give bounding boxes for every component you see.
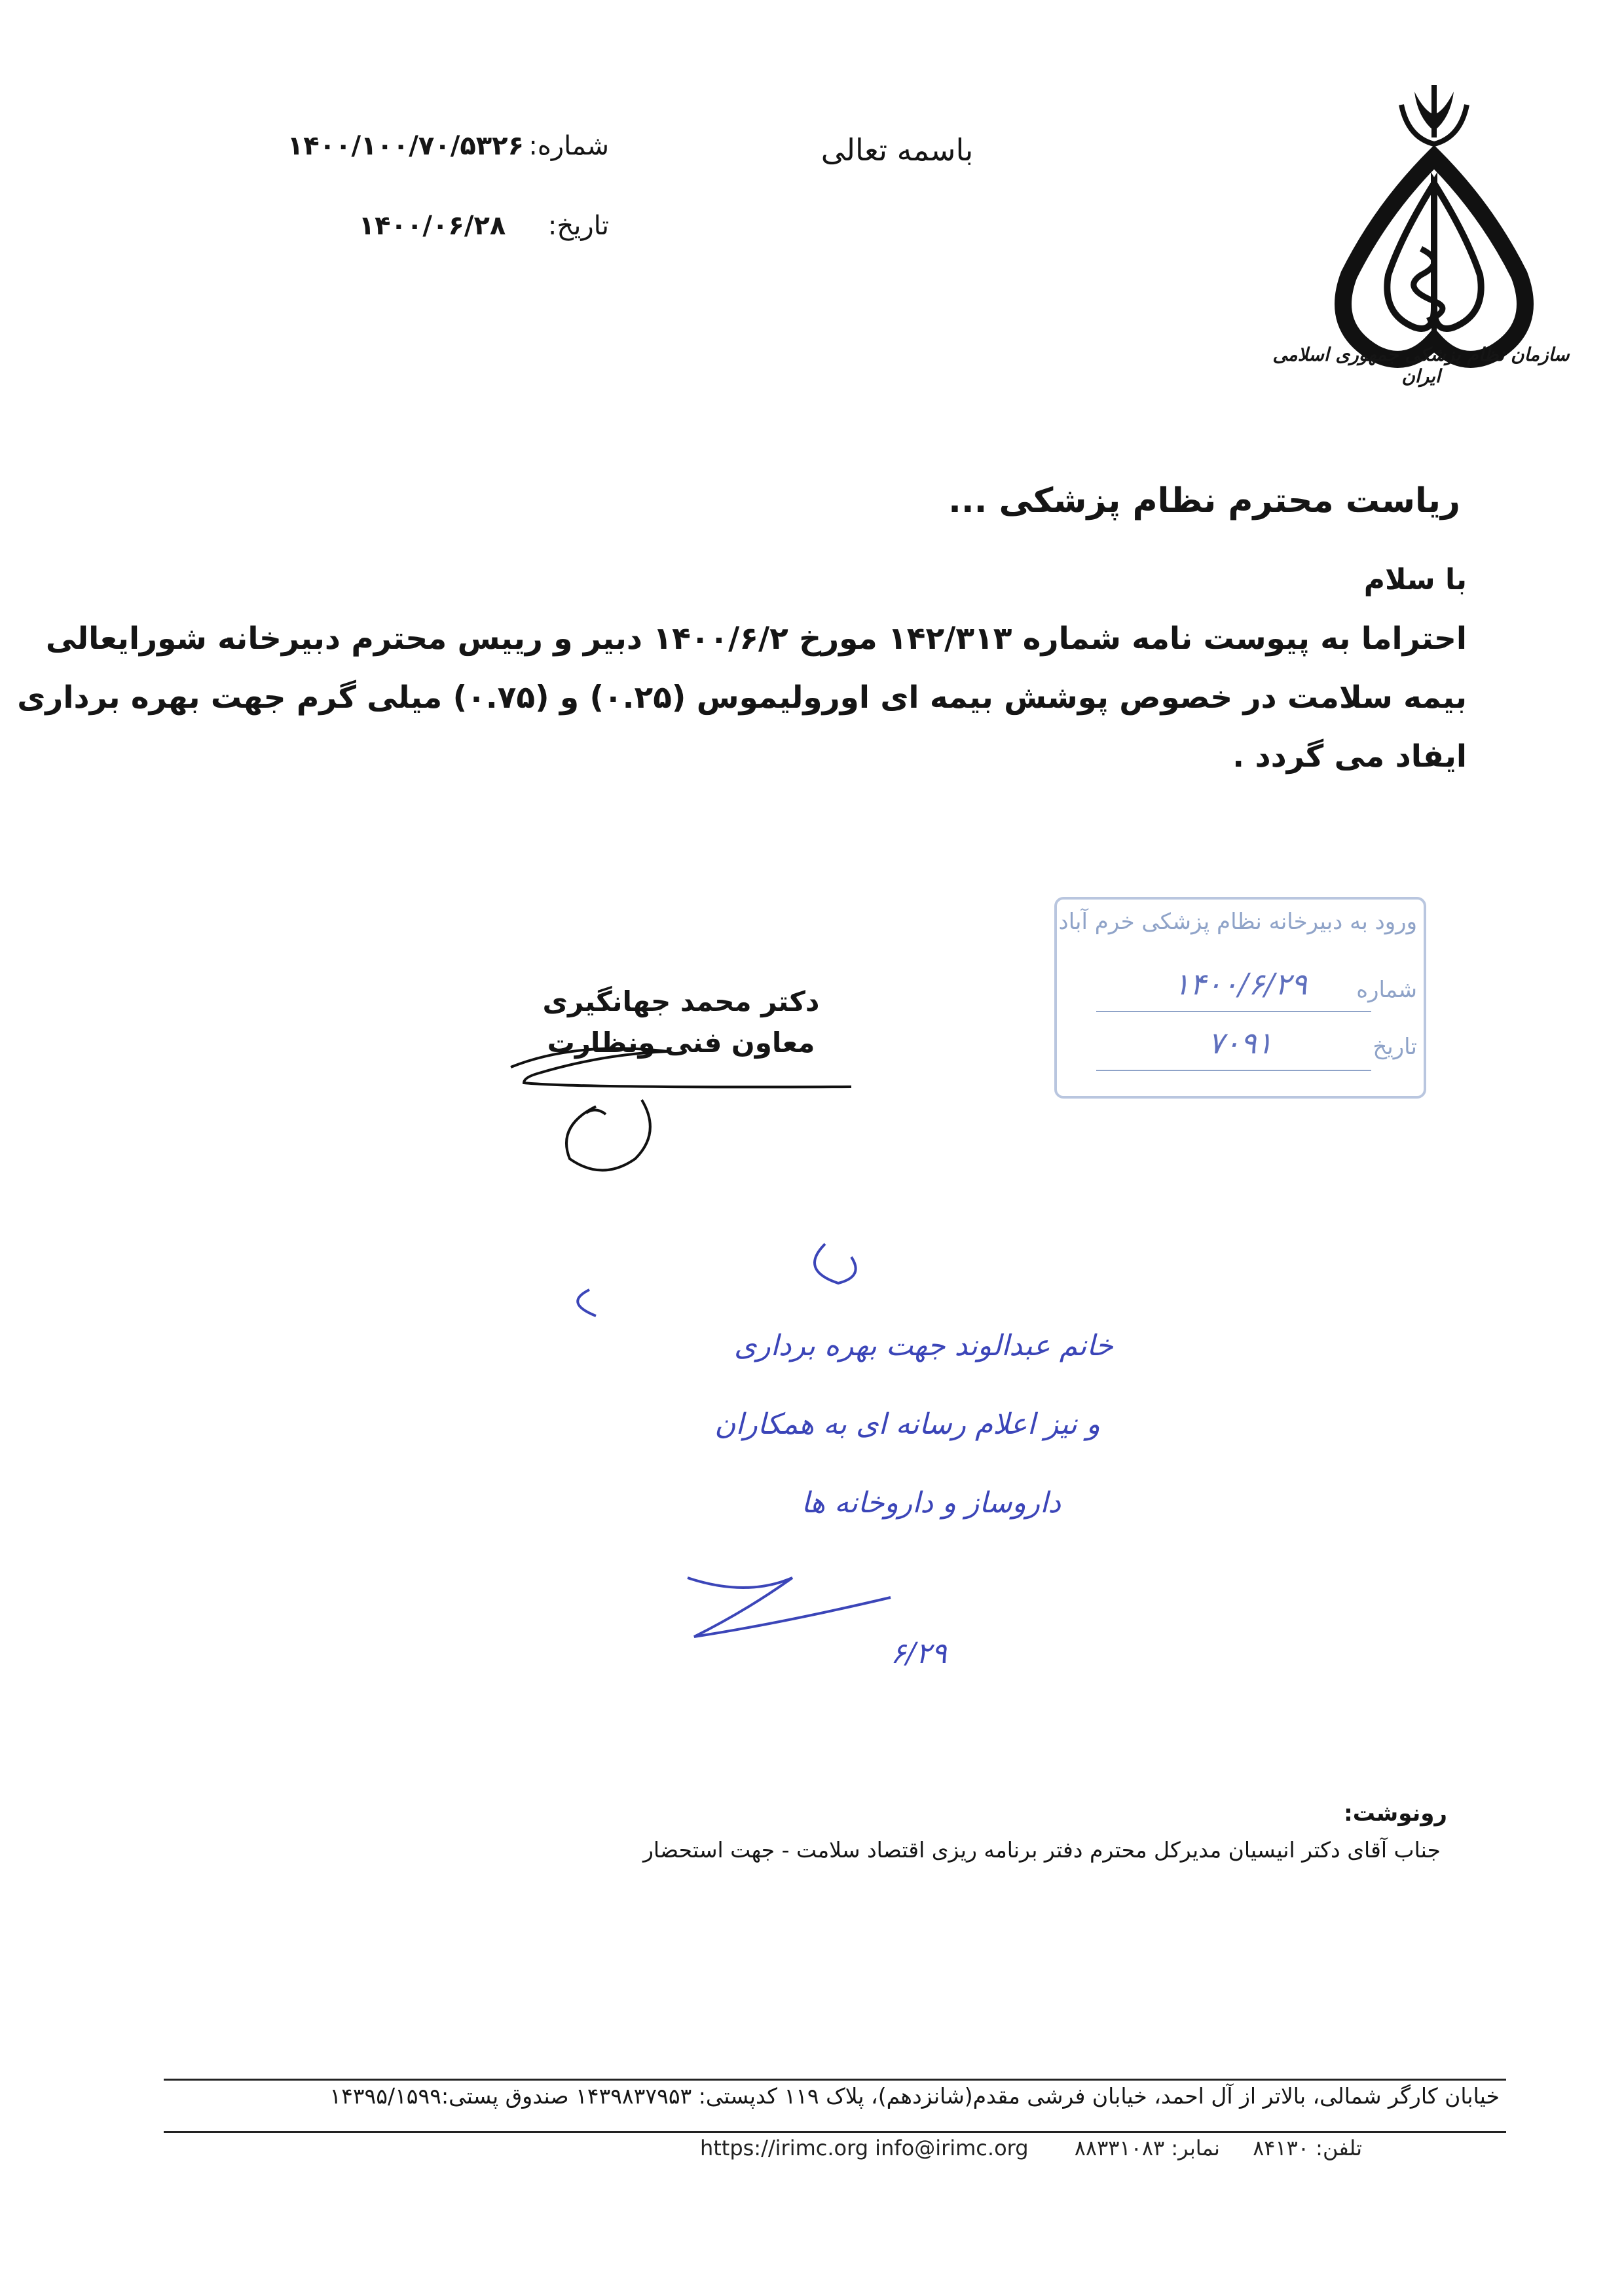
- date-value: ۱۴۰۰/۰۶/۲۸: [358, 211, 506, 241]
- handwritten-mark-icon: [485, 1231, 1139, 1702]
- addressee: ریاست محترم نظام پزشکی ...: [948, 481, 1460, 520]
- note-line-1: خانم عبدالوند جهت بهره برداری: [734, 1329, 1113, 1362]
- org-name: سازمان نظام پزشکی جمهوری اسلامی ایران: [1272, 344, 1570, 387]
- body-line-1: احتراما به پیوست نامه شماره ۱۴۲/۳۱۳ مورخ ۱۴۰۰/۶/۲ دبیر و رییس محترم دبیرخانه شورایعالی: [45, 621, 1467, 657]
- note-date: ۶/۲۹: [891, 1637, 947, 1670]
- number-value: ۱۴۰۰/۱۰۰/۷۰/۵۳۲۶: [287, 131, 524, 161]
- note-line-2: و نیز اعلام رسانه ای به همکاران: [714, 1408, 1100, 1441]
- signatory-name: دکتر محمد جهانگیری: [542, 985, 820, 1017]
- note-line-3: داروساز و داروخانه ها: [801, 1486, 1061, 1520]
- stamp-heading: ورود به دبیرخانه نظام پزشکی خرم آباد: [1058, 909, 1417, 935]
- stamp-divider-1: [1096, 1011, 1371, 1012]
- footer-rule-top: [164, 2079, 1506, 2081]
- greeting: با سلام: [1363, 563, 1467, 596]
- cc-text: جناب آقای دکتر انیسیان مدیرکل محترم دفتر برنامه ریزی اقتصاد سلامت - جهت استحضار: [642, 1837, 1441, 1863]
- stamp-number-label: شماره: [1356, 977, 1417, 1003]
- irimc-emblem-icon: [1303, 79, 1565, 386]
- footer-email[interactable]: info@irimc.org: [875, 2136, 1029, 2160]
- body-line-3: ایفاد می گردد .: [1232, 738, 1467, 774]
- signatory-title: معاون فنی ونظارت: [547, 1027, 815, 1059]
- footer-rule-bottom: [164, 2131, 1506, 2133]
- bismillah: باسمه تعالی: [821, 132, 974, 168]
- cc-label: رونوشت:: [1344, 1800, 1447, 1827]
- stamp-date-label: تاریخ: [1373, 1034, 1417, 1060]
- signature-scribble: [498, 1028, 864, 1178]
- footer-website[interactable]: https://irimc.org: [699, 2136, 868, 2160]
- signature-icon: [498, 1028, 864, 1178]
- stamp-divider-2: [1096, 1070, 1371, 1071]
- footer-fax: نمابر: ۸۸۳۳۱۰۸۳: [1074, 2136, 1220, 2160]
- handwritten-note: [485, 1231, 1139, 1702]
- stamp-number-value: ۱۴۰۰/۶/۲۹: [1173, 966, 1307, 1002]
- date-label: تاریخ:: [547, 211, 609, 241]
- body-line-2: بیمه سلامت در خصوص پوشش بیمه ای اورولیموس (۰.۲۵) و (۰.۷۵) میلی گرم جهت بهره برداری: [17, 680, 1467, 716]
- reception-stamp: [1054, 897, 1426, 1099]
- org-logo: [1303, 79, 1565, 386]
- footer-contacts: [432, 2136, 1362, 2167]
- footer-phone: تلفن: ۸۴۱۳۰: [1253, 2136, 1362, 2160]
- footer-address: خیابان کارگر شمالی، بالاتر از آل احمد، خیابان فرشی مقدم(شانزدهم)، پلاک ۱۱۹ کدپستی: ۱۴۳۹۸۳۷۹۵۳ صندوق پستی:۱۴۳۹۵/۱۵۹۹: [329, 2083, 1500, 2109]
- number-label: شماره:: [528, 131, 609, 161]
- stamp-date-value: ۷۰۹۱: [1208, 1025, 1273, 1061]
